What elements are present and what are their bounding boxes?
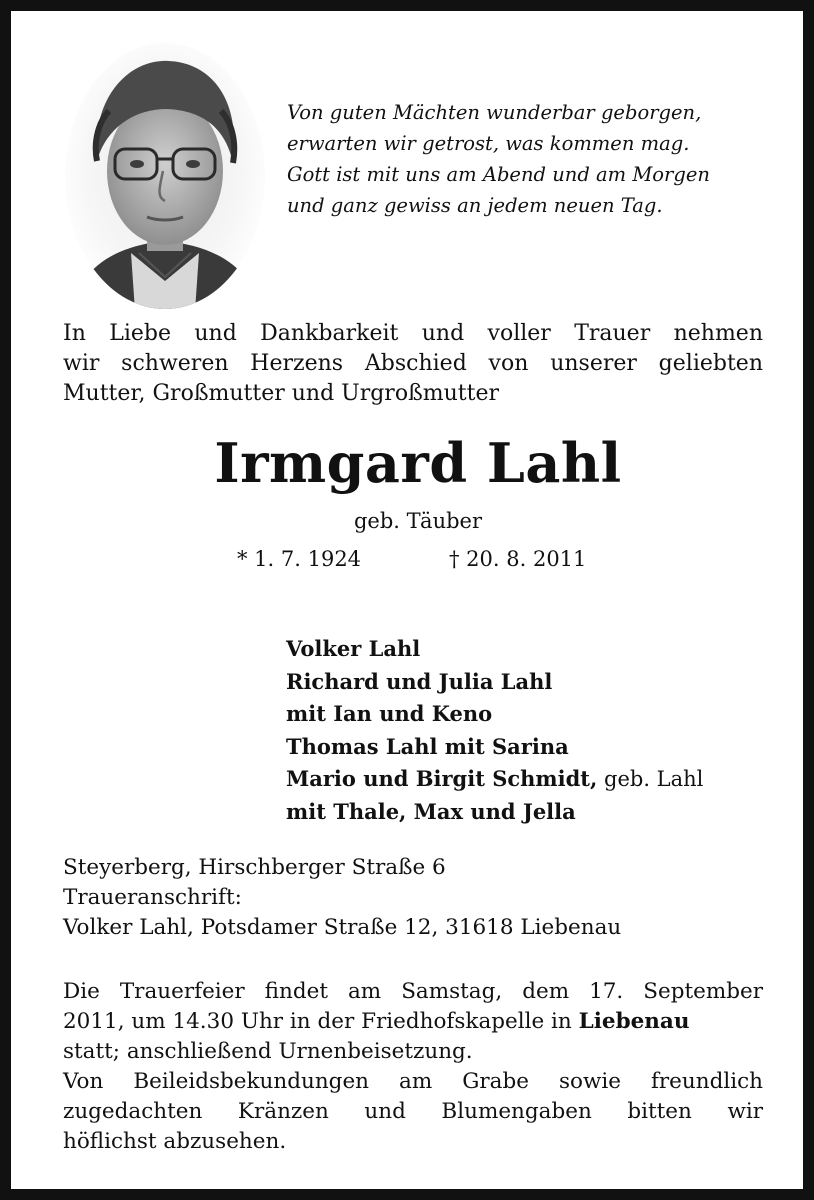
farewell-text bbox=[63, 319, 763, 409]
memorial-poem bbox=[287, 97, 807, 221]
residence-address: Steyerberg, Hirschberger Straße 6 bbox=[63, 855, 446, 880]
address-block bbox=[63, 853, 621, 943]
poem-line: Von guten Mächten wunderbar geborgen, bbox=[287, 101, 702, 124]
poem-line: Gott ist mit uns am Abend und am Morgen bbox=[287, 163, 710, 186]
mourning-address-label: Traueranschrift: bbox=[63, 885, 242, 910]
maiden-name: geb. Täuber bbox=[353, 509, 483, 533]
service-line: statt; anschließend Urnenbeisetzung. bbox=[63, 1039, 473, 1064]
family-member: Mario und Birgit Schmidt, bbox=[286, 766, 598, 791]
mourning-address: Volker Lahl, Potsdamer Straße 12, 31618 Liebenau bbox=[63, 915, 622, 940]
service-text: 2011, um 14.30 Uhr in der Friedhofskapelle in bbox=[63, 1009, 579, 1034]
family-signatures bbox=[286, 633, 703, 828]
service-line: höflichst abzusehen. bbox=[63, 1129, 287, 1154]
family-member-note: geb. Lahl bbox=[597, 767, 704, 791]
service-place: Liebenau bbox=[578, 1009, 690, 1034]
service-line: Die Trauerfeier findet am Samstag, dem 17. September bbox=[63, 979, 763, 1004]
poem-line: erwarten wir getrost, was kommen mag. bbox=[287, 132, 690, 155]
intro-line: Mutter, Großmutter und Urgroßmutter bbox=[63, 381, 500, 406]
portrait-photo bbox=[61, 41, 269, 311]
family-member: Volker Lahl bbox=[286, 636, 421, 661]
service-line: Von Beileidsbekundungen am Grabe sowie freundlich bbox=[63, 1069, 763, 1094]
poem-line: und ganz gewiss an jedem neuen Tag. bbox=[287, 194, 663, 217]
deceased-name: Irmgard Lahl bbox=[214, 431, 622, 495]
family-member-line bbox=[286, 763, 703, 796]
birth-date: * 1. 7. 1924 bbox=[237, 547, 362, 571]
family-member: mit Thale, Max und Jella bbox=[286, 798, 576, 824]
death-date: † 20. 8. 2011 bbox=[449, 547, 587, 571]
intro-line: wir schweren Herzens Abschied von unserer geliebten bbox=[63, 351, 763, 376]
funeral-service-info bbox=[63, 977, 763, 1157]
service-line: zugedachten Kränzen und Blumengaben bitten wir bbox=[63, 1099, 763, 1124]
family-member: Thomas Lahl mit Sarina bbox=[286, 733, 569, 759]
family-member: Richard und Julia Lahl bbox=[286, 668, 553, 694]
family-member: mit Ian und Keno bbox=[286, 701, 493, 726]
intro-line: In Liebe und Dankbarkeit und voller Trauer nehmen bbox=[63, 321, 763, 346]
service-line bbox=[63, 1007, 763, 1037]
